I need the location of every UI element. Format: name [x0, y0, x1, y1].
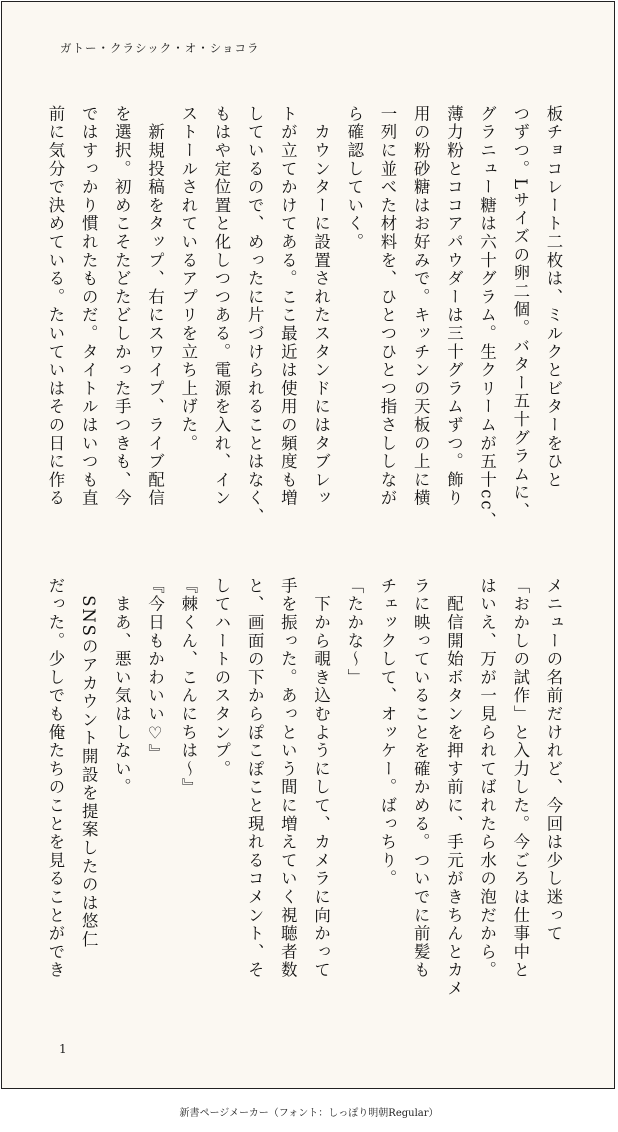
text-line: SNSのアカウント開設を提案したのは悠仁	[79, 577, 99, 949]
text-line: 前に気分で決めている。たいていはその日に作る	[45, 105, 65, 508]
lower-text-block	[45, 577, 570, 1009]
text-line: しているので、めったに片づけられることはなく、	[245, 105, 265, 526]
text-line: 「たかな〜」	[344, 577, 364, 687]
text-line: 用の粉砂糖はお好みで。キッチンの天板の上に横	[411, 105, 431, 508]
text-line: 板チョコレート二枚は、ミルクとビターをひと	[544, 105, 563, 490]
text-line: と、画面の下からぽこぽこと現れるコメント、そ	[245, 577, 265, 980]
text-line: 下から覗き込むようにして、カメラに向かって	[311, 577, 331, 980]
book-page	[1, 1, 615, 1089]
text-line: ではすっかり慣れたものだ。タイトルはいつも直	[79, 105, 99, 508]
text-line: ラに映っていることを確かめる。ついでに前髪も	[411, 577, 431, 980]
running-title: ガトー・クラシック・オ・ショコラ	[60, 41, 260, 55]
text-line: だった。少しでも俺たちのことを見ることができ	[45, 577, 65, 980]
text-line: カウンターに設置されたスタンドにはタブレッ	[311, 105, 331, 508]
text-line: トが立てかけてある。ここ最近は使用の頻度も増	[278, 105, 298, 508]
text-line: 「おかしの試作」と入力した。今ごろは仕事中と	[510, 577, 530, 980]
upper-text-block	[45, 105, 570, 537]
text-line: 薄力粉とココアパウダーは三十グラムずつ。飾り	[444, 105, 464, 508]
text-line: チェックして、オッケー。ばっちり。	[377, 577, 397, 889]
generator-credit: 新書ページメーカー（フォント：しっぽり明朝Regular）	[179, 1108, 439, 1119]
text-line: してハートのスタンプ。	[211, 577, 231, 779]
text-line: 配信開始ボタンを押す前に、手元がきちんとカメ	[444, 577, 464, 998]
page-number: 1	[59, 1042, 67, 1056]
text-line: 手を振った。あっという間に増えていく視聴者数	[278, 577, 298, 980]
text-line: つずつ。Lサイズの卵二個。バター五十グラムに、	[510, 105, 530, 521]
text-line: 『今日もかわいい♡』	[145, 577, 165, 763]
text-line: ストールされているアプリを立ち上げた。	[178, 105, 198, 453]
text-line: はいえ、万が一見られてばれたら水の泡だから。	[477, 577, 497, 980]
text-line: 新規投稿をタップ、右にスワイプ、ライブ配信	[145, 105, 165, 508]
text-line: グラニュー糖は六十グラム。生クリームが五十cc、	[477, 105, 497, 530]
text-line: もはや定位置と化しつつある。電源を入れ、イン	[211, 105, 231, 508]
text-line: まあ、悪い気はしない。	[112, 577, 132, 797]
text-line: 一列に並べた材料を、ひとつひとつ指さししなが	[377, 105, 397, 508]
text-line: を選択。初めこそたどたどしかった手つきも、今	[112, 105, 132, 508]
text-line: ら確認していく。	[344, 105, 364, 252]
text-line: 『棘くん、こんにちは〜』	[178, 577, 198, 797]
text-line: メニューの名前だけれど、今回は少し迷って	[544, 577, 563, 943]
